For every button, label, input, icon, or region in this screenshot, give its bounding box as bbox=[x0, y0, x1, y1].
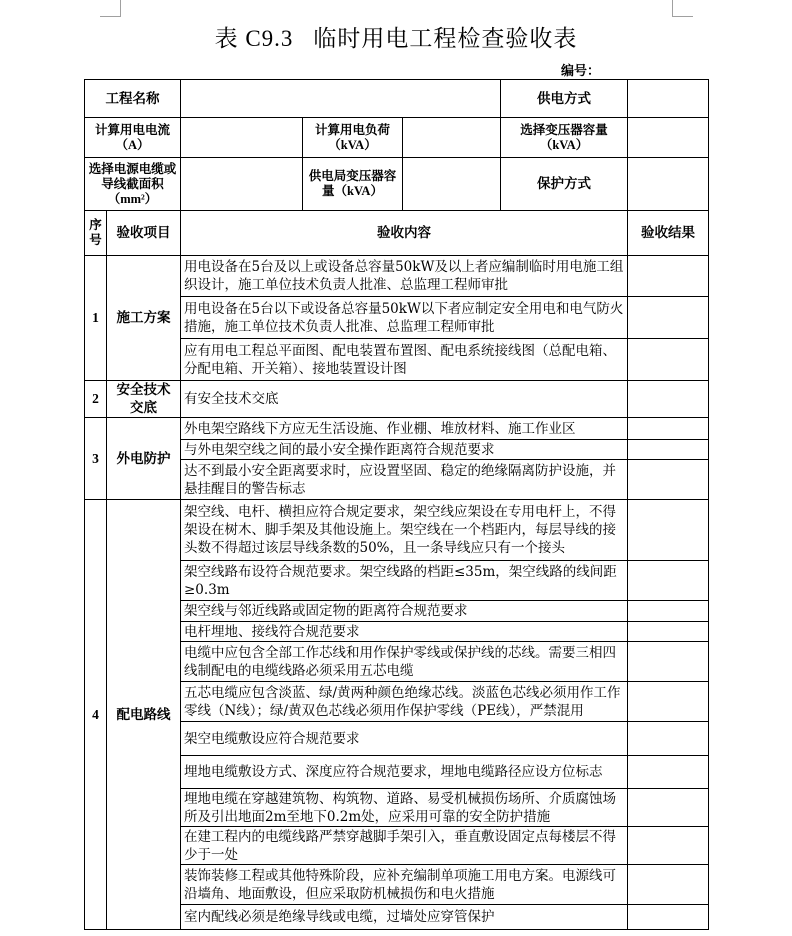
inspection-result[interactable] bbox=[628, 827, 709, 865]
inspection-content: 应有用电工程总平面图、配电装置布置图、配电系统接线图（总配电箱、分配电箱、开关箱）、接地装置设计图 bbox=[181, 339, 628, 381]
section-item: 配电路线 bbox=[107, 500, 181, 930]
supply-mode-label: 供电方式 bbox=[501, 80, 628, 118]
section-number: 1 bbox=[85, 256, 107, 381]
inspection-result[interactable] bbox=[628, 256, 709, 297]
inspection-content: 装饰装修工程或其他特殊阶段，应补充编制单项施工用电方案。电源线可沿墙角、地面敷设，但应采取防机械损伤和电火措施 bbox=[181, 865, 628, 905]
header-row-3 bbox=[85, 158, 709, 211]
header-row-1 bbox=[85, 80, 709, 118]
inspection-result[interactable] bbox=[628, 500, 709, 561]
table-row bbox=[85, 381, 709, 418]
supply-mode-value[interactable] bbox=[628, 80, 709, 118]
bureau-transformer-label: 供电局变压器容量（kVA） bbox=[303, 158, 403, 211]
cable-section-label: 选择电源电缆或导线截面积（mm²） bbox=[85, 158, 181, 211]
inspection-content: 五芯电缆应包含淡蓝、绿/黄两种颜色绝缘芯线。淡蓝色芯线必须用作工作零线（N线）；绿/黄双色芯线必须用作保护零线（PE线），严禁混用 bbox=[181, 682, 628, 722]
project-name-label: 工程名称 bbox=[85, 80, 181, 118]
serial-number-label: 编号： bbox=[561, 64, 601, 79]
transformer-capacity-value[interactable] bbox=[628, 118, 709, 158]
inspection-result[interactable] bbox=[628, 642, 709, 682]
table-row bbox=[85, 418, 709, 440]
inspection-content: 埋地电缆敷设方式、深度应符合规范要求，埋地电缆路径应设方位标志 bbox=[181, 756, 628, 789]
inspection-content: 用电设备在5台及以上或设备总容量50kW及以上者应编制临时用电施工组织设计，施工单位技术负责人批准、总监理工程师审批 bbox=[181, 256, 628, 297]
table-row bbox=[85, 500, 709, 561]
page-title bbox=[0, 20, 792, 53]
column-header-row bbox=[85, 211, 709, 256]
inspection-content: 埋地电缆在穿越建筑物、构筑物、道路、易受机械损伤场所、介质腐蚀场所及引出地面2m至地下0.2m处，应采用可靠的安全防护措施 bbox=[181, 789, 628, 827]
inspection-content: 用电设备在5台以下或设备总容量50kW以下者应制定安全用电和电气防火措施，施工单位技术负责人批准、总监理工程师审批 bbox=[181, 297, 628, 339]
inspection-content: 与外电架空线之间的最小安全操作距离符合规范要求 bbox=[181, 440, 628, 460]
inspection-result[interactable] bbox=[628, 789, 709, 827]
inspection-content: 室内配线必须是绝缘导线或电缆，过墙处应穿管保护 bbox=[181, 905, 628, 930]
calc-load-value[interactable] bbox=[403, 118, 501, 158]
inspection-result[interactable] bbox=[628, 561, 709, 601]
section-item: 安全技术交底 bbox=[107, 381, 181, 418]
section-item: 外电防护 bbox=[107, 418, 181, 500]
inspection-result[interactable] bbox=[628, 339, 709, 381]
inspection-content: 外电架空路线下方应无生活设施、作业棚、堆放材料、施工作业区 bbox=[181, 418, 628, 440]
inspection-result[interactable] bbox=[628, 297, 709, 339]
inspection-content: 在建工程内的电缆线路严禁穿越脚手架引入，垂直敷设固定点每楼层不得少于一处 bbox=[181, 827, 628, 865]
title-number: 表 C9.3 bbox=[214, 26, 294, 51]
col-content-header: 验收内容 bbox=[181, 211, 628, 256]
table-row bbox=[85, 256, 709, 297]
project-name-value[interactable] bbox=[181, 80, 501, 118]
inspection-result[interactable] bbox=[628, 440, 709, 460]
protection-mode-label: 保护方式 bbox=[501, 158, 628, 211]
header-row-2 bbox=[85, 118, 709, 158]
inspection-content: 有安全技术交底 bbox=[181, 381, 628, 418]
section-number: 4 bbox=[85, 500, 107, 930]
section-number: 2 bbox=[85, 381, 107, 418]
inspection-result[interactable] bbox=[628, 682, 709, 722]
inspection-result[interactable] bbox=[628, 622, 709, 642]
inspection-result[interactable] bbox=[628, 756, 709, 789]
inspection-result[interactable] bbox=[628, 418, 709, 440]
inspection-result[interactable] bbox=[628, 601, 709, 622]
inspection-content: 电杆埋地、接线符合规范要求 bbox=[181, 622, 628, 642]
title-text: 临时用电工程检查验收表 bbox=[313, 26, 578, 52]
section-number: 3 bbox=[85, 418, 107, 500]
inspection-result[interactable] bbox=[628, 460, 709, 500]
protection-mode-value[interactable] bbox=[628, 158, 709, 211]
page-corner-mark-right bbox=[672, 0, 693, 17]
bureau-transformer-value[interactable] bbox=[403, 158, 501, 211]
section-item: 施工方案 bbox=[107, 256, 181, 381]
col-no-header: 序号 bbox=[85, 211, 107, 256]
calc-current-value[interactable] bbox=[181, 118, 303, 158]
inspection-content: 达不到最小安全距离要求时，应设置坚固、稳定的绝缘隔离防护设施，并悬挂醒目的警告标志 bbox=[181, 460, 628, 500]
inspection-content: 电缆中应包含全部工作芯线和用作保护零线或保护线的芯线。需要三相四线制配电的电缆线路必须采用五芯电缆 bbox=[181, 642, 628, 682]
inspection-result[interactable] bbox=[628, 381, 709, 418]
inspection-table bbox=[84, 79, 709, 930]
inspection-content: 架空线路布设符合规范要求。架空线路的档距≤35m，架空线路的线间距≥0.3m bbox=[181, 561, 628, 601]
inspection-content: 架空电缆敷设应符合规范要求 bbox=[181, 722, 628, 756]
inspection-result[interactable] bbox=[628, 722, 709, 756]
inspection-content: 架空线、电杆、横担应符合规定要求，架空线应架设在专用电杆上，不得架设在树木、脚手架及其他设施上。架空线在一个档距内，每层导线的接头数不得超过该层导线条数的50%，且一条导线应只有一个接头 bbox=[181, 500, 628, 561]
col-result-header: 验收结果 bbox=[628, 211, 709, 256]
col-item-header: 验收项目 bbox=[107, 211, 181, 256]
calc-load-label: 计算用电负荷（kVA） bbox=[303, 118, 403, 158]
inspection-result[interactable] bbox=[628, 865, 709, 905]
transformer-capacity-label: 选择变压器容量（kVA） bbox=[501, 118, 628, 158]
page-corner-mark-left bbox=[100, 0, 121, 17]
cable-section-value[interactable] bbox=[181, 158, 303, 211]
calc-current-label: 计算用电电流（A） bbox=[85, 118, 181, 158]
inspection-content: 架空线与邻近线路或固定物的距离符合规范要求 bbox=[181, 601, 628, 622]
inspection-result[interactable] bbox=[628, 905, 709, 930]
